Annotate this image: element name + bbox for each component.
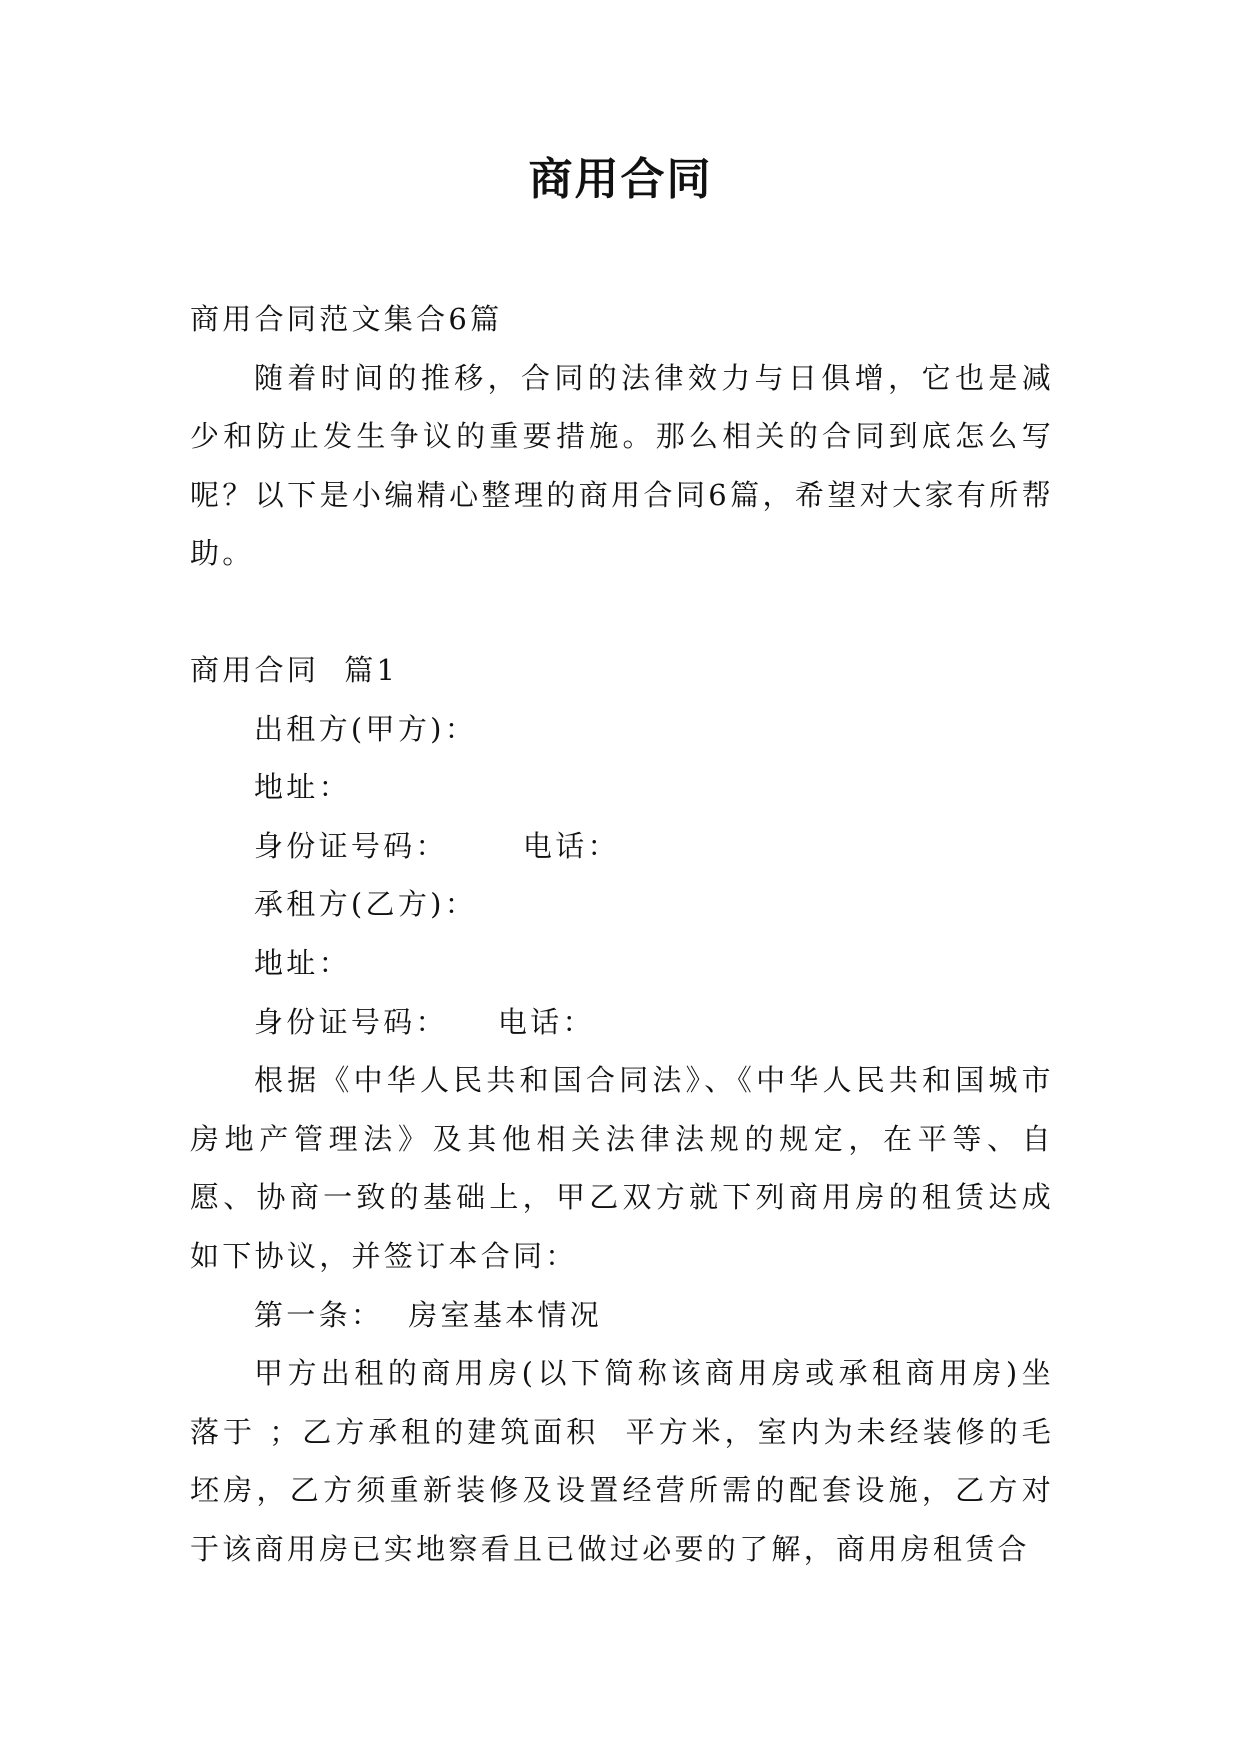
party-a-address: 地址：: [254, 770, 351, 805]
party-b-id-phone: 身份证号码： 电话：: [254, 1004, 595, 1039]
document-subtitle: 商用合同范文集合6篇: [190, 302, 503, 336]
basis-paragraph: 根据《中华人民共和国合同法》、《中华人民共和国城市房地产管理法》及其他相关法律法规的规定，在平等、自愿、协商一致的基础上，甲乙双方就下列商用房的租赁达成如下协议，并签订本合同：: [190, 1063, 1054, 1273]
party-a-label: 出租方(甲方)：: [254, 711, 478, 746]
document-body: [190, 290, 1054, 1578]
party-a-id-phone: 身份证号码： 电话：: [254, 828, 620, 863]
party-b-address: 地址：: [254, 945, 351, 980]
intro-paragraph: 随着时间的推移，合同的法律效力与日俱增，它也是减少和防止发生争议的重要措施。那么相关的合同到底怎么写呢？以下是小编精心整理的商用合同6篇，希望对大家有所帮助。: [190, 360, 1054, 571]
section-heading: 商用合同 篇1: [190, 652, 399, 687]
paragraph-spacer: [190, 583, 1054, 641]
party-b-label: 承租方(乙方)：: [254, 887, 478, 922]
article1-heading: 第一条： 房室基本情况: [254, 1297, 603, 1332]
document-title: 商用合同: [528, 154, 713, 205]
article1-paragraph: 甲方出租的商用房(以下简称该商用房或承租商用房)坐落于 ；乙方承租的建筑面积 平方米，室内为未经装修的毛坯房，乙方须重新装修及设置经营所需的配套设施，乙方对于该商用房已实地察看且已做过必要的了解，商用房租赁合: [190, 1356, 1054, 1566]
